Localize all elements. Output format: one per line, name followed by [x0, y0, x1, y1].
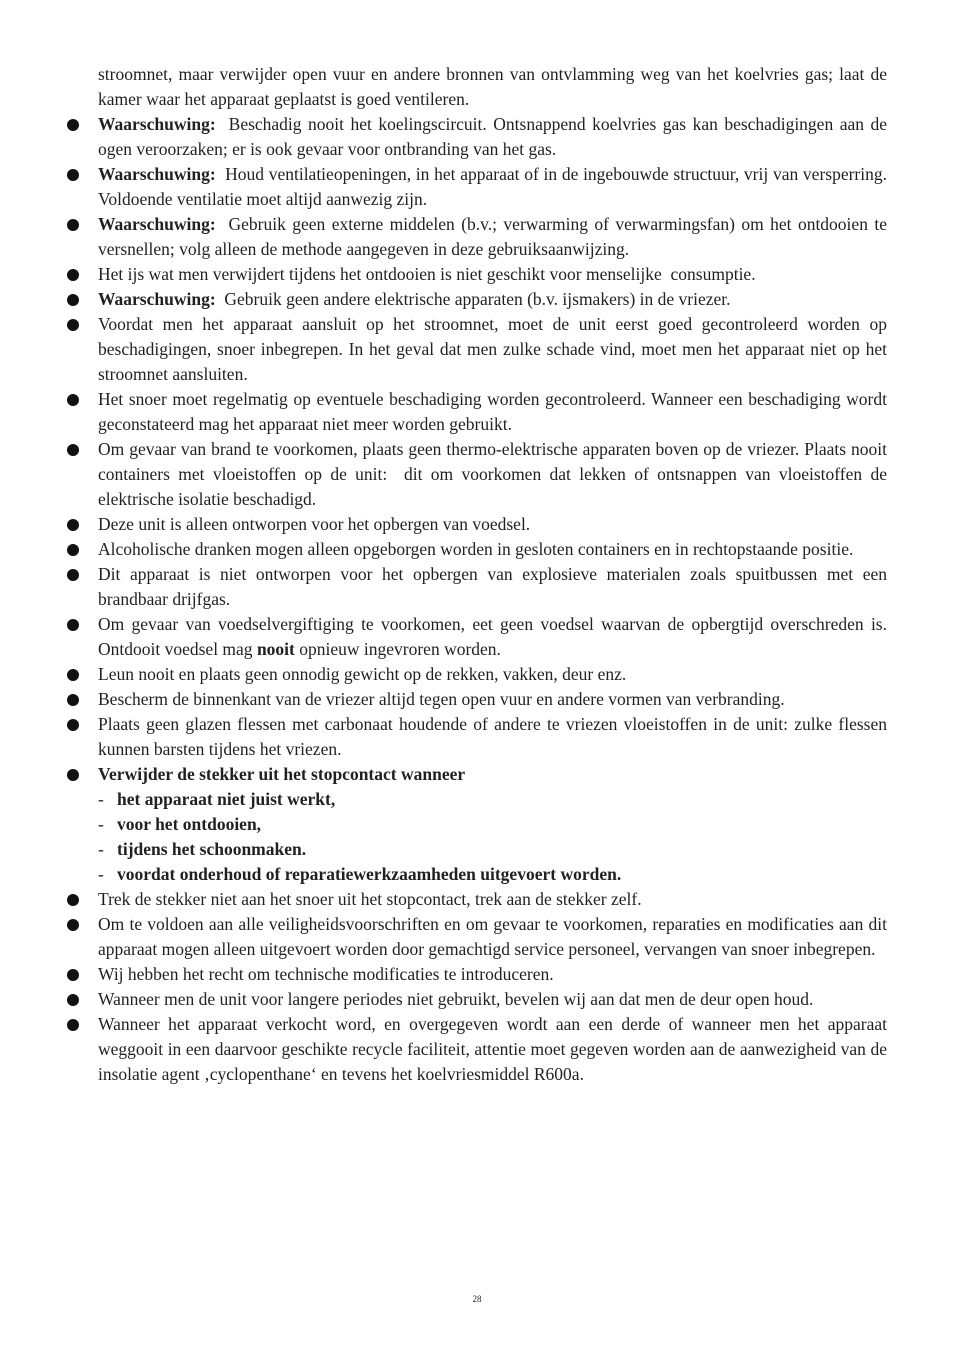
bullet-icon — [67, 544, 79, 556]
bullet-icon — [67, 394, 79, 406]
sub-item-text: tijdens het schoonmaken. — [117, 839, 307, 859]
document-body — [98, 62, 896, 1087]
intro-paragraph: stroomnet, maar verwijder open vuur en andere bronnen van ontvlamming weg van het koelvries gas; laat de kamer waar het apparaat geplaatst is goed ventileren. — [98, 64, 887, 109]
item-bold-label: Waarschuwing: — [98, 114, 216, 134]
bullet-icon — [67, 669, 79, 681]
bullet-icon — [67, 719, 79, 731]
list-item — [98, 987, 887, 1012]
list-item — [98, 1012, 892, 1087]
list-item — [98, 662, 887, 687]
item-text: Plaats geen glazen flessen met carbonaat houdende of andere te vriezen vloeistoffen in de unit: zulke flessen kunnen barsten tijdens het vriezen. — [98, 714, 892, 759]
bullet-icon — [67, 119, 79, 131]
item-text: Voordat men het apparaat aansluit op het stroomnet, moet de unit eerst goed gecontroleerd worden op beschadigingen, snoer inbegrepen. In het geval dat men zulke schade vind, moet men het apparaat niet op het stroomnet aansluiten. — [98, 314, 892, 384]
item-text-after: opnieuw ingevroren worden. — [294, 639, 501, 659]
list-item — [98, 962, 887, 987]
list-item — [98, 287, 887, 312]
bullet-icon — [67, 444, 79, 456]
bullet-icon — [67, 919, 79, 931]
list-item — [98, 612, 892, 662]
bullet-icon — [67, 894, 79, 906]
item-text: Wanneer het apparaat verkocht word, en overgegeven wordt aan een derde of wanneer men het apparaat weggooit in een daarvoor geschikte recycle faciliteit, attentie moet gegeven worden aan de aanwezigheid van de insolatie agent ‚cyclopenthane‘ en tevens het koelvriesmiddel R600a. — [98, 1014, 892, 1084]
list-item — [98, 887, 887, 912]
bullet-icon — [67, 519, 79, 531]
list-item — [98, 262, 887, 287]
item-bold-label: Verwijder de stekker uit het stopcontact wanneer — [98, 764, 466, 784]
list-item — [98, 537, 887, 562]
list-item — [98, 712, 892, 762]
sub-list-item — [98, 862, 887, 887]
bullet-icon — [67, 169, 79, 181]
item-text: Het snoer moet regelmatig op eventuele beschadiging worden gecontroleerd. Wanneer een beschadiging wordt geconstateerd mag het apparaat niet meer worden gebruikt. — [98, 389, 892, 434]
item-text: Leun nooit en plaats geen onnodig gewicht op de rekken, vakken, deur enz. — [98, 664, 627, 684]
item-text: Het ijs wat men verwijdert tijdens het ontdooien is niet geschikt voor menselijke consumptie. — [98, 264, 756, 284]
item-text: Bescherm de binnenkant van de vriezer altijd tegen open vuur en andere vormen van verbranding. — [98, 689, 785, 709]
bullet-list — [98, 112, 896, 1087]
bullet-icon — [67, 294, 79, 306]
list-item — [98, 437, 892, 512]
dash-icon: - — [98, 839, 104, 859]
list-item — [98, 912, 892, 962]
item-bold-label: Waarschuwing: — [98, 214, 216, 234]
item-text: Wij hebben het recht om technische modificaties te introduceren. — [98, 964, 554, 984]
bullet-icon — [67, 619, 79, 631]
list-item — [98, 112, 892, 162]
bullet-icon — [67, 694, 79, 706]
bullet-icon — [67, 219, 79, 231]
bullet-icon — [67, 569, 79, 581]
sub-list-item — [98, 812, 887, 837]
item-text: Om gevaar van voedselvergiftiging te voorkomen, eet geen voedsel waarvan de opbergtijd overschreden is. Ontdooit voedsel mag — [98, 614, 892, 659]
item-bold-label: Waarschuwing: — [98, 164, 216, 184]
bullet-icon — [67, 1019, 79, 1031]
item-text: Om te voldoen aan alle veiligheidsvoorschriften en om gevaar te voorkomen, reparaties en modificaties aan dit apparaat mogen alleen uitgevoert worden door gemachtigd service personeel, vervangen van snoer inbegrepen. — [98, 914, 892, 959]
bullet-icon — [67, 769, 79, 781]
dash-icon: - — [98, 789, 104, 809]
item-text: Gebruik geen externe middelen (b.v.; verwarming of verwarmingsfan) om het ontdooien te versnellen; volg alleen de methode aangegeven in deze gebruiksaanwijzing. — [98, 214, 892, 259]
bullet-icon — [67, 994, 79, 1006]
sub-item-text: voordat onderhoud of reparatiewerkzaamheden uitgevoert worden. — [117, 864, 622, 884]
item-text: Dit apparaat is niet ontworpen voor het opbergen van explosieve materialen zoals spuitbussen met een brandbaar drijfgas. — [98, 564, 892, 609]
bullet-icon — [67, 319, 79, 331]
page-number: 28 — [472, 1294, 482, 1304]
list-item — [98, 562, 892, 612]
dash-icon: - — [98, 814, 104, 834]
item-text: Deze unit is alleen ontworpen voor het opbergen van voedsel. — [98, 514, 531, 534]
item-text: Beschadig nooit het koelingscircuit. Ontsnappend koelvries gas kan beschadigingen aan de ogen veroorzaken; er is ook gevaar voor ontbranding van het gas. — [98, 114, 892, 159]
sub-item-text: voor het ontdooien, — [117, 814, 262, 834]
dash-icon: - — [98, 864, 104, 884]
item-text: Gebruik geen andere elektrische apparaten (b.v. ijsmakers) in de vriezer. — [215, 289, 731, 309]
sub-list-item — [98, 787, 887, 812]
bullet-icon — [67, 969, 79, 981]
item-text: Houd ventilatieopeningen, in het apparaat of in de ingebouwde structuur, vrij van versperring. Voldoende ventilatie moet altijd aanwezig zijn. — [98, 164, 896, 209]
list-item — [98, 687, 887, 712]
item-text: Trek de stekker niet aan het snoer uit het stopcontact, trek aan de stekker zelf. — [98, 889, 642, 909]
item-emphasis: nooit — [256, 639, 295, 659]
list-item — [98, 212, 892, 262]
list-item — [98, 312, 892, 387]
item-bold-label: Waarschuwing: — [98, 289, 216, 309]
item-text: Alcoholische dranken mogen alleen opgeborgen worden in gesloten containers en in rechtopstaande positie. — [98, 539, 854, 559]
list-item — [98, 387, 892, 437]
bullet-icon — [67, 269, 79, 281]
list-item — [98, 512, 887, 537]
list-item — [98, 762, 887, 787]
list-item — [98, 162, 896, 212]
sub-list-item — [98, 837, 887, 862]
sub-item-text: het apparaat niet juist werkt, — [117, 789, 336, 809]
item-text: Wanneer men de unit voor langere periodes niet gebruikt, bevelen wij aan dat men de deur open houd. — [98, 989, 814, 1009]
item-text: Om gevaar van brand te voorkomen, plaats geen thermo-elektrische apparaten boven op de vriezer. Plaats nooit containers met vloeistoffen op de unit: dit om voorkomen dat lekken of ontsnappen van vloeistoffen de elektrische isolatie beschadigd. — [98, 439, 892, 509]
